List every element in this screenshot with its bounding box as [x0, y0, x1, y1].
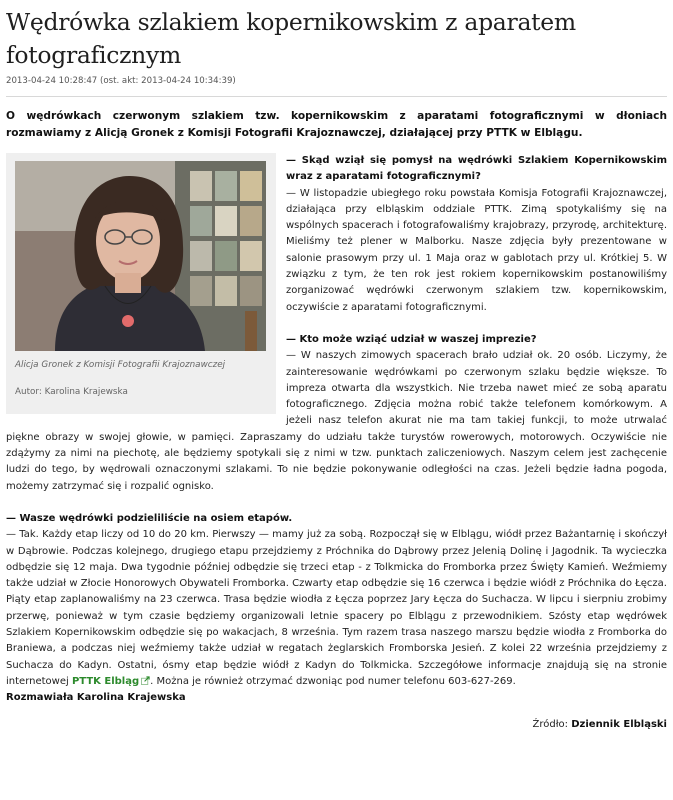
photo-caption: Alicja Gronek z Komisji Fotografii Krajoznawczej: [15, 360, 226, 370]
photo-author: Autor: Karolina Krajewska: [15, 387, 128, 397]
article-title: Wędrówka szlakiem kopernikowskim z aparatem fotograficznym: [6, 8, 576, 69]
divider: [6, 96, 667, 97]
spacer: [6, 495, 667, 511]
link-label: PTTK Elbląg: [71, 675, 140, 687]
external-link-icon: [141, 676, 150, 685]
article-photo[interactable]: [15, 161, 266, 351]
article-body: [6, 153, 667, 733]
answer-3-end: . Można je również otrzymać dzwoniąc pod numer telefonu 603-627-269.: [150, 675, 516, 687]
source-name: Dziennik Elbląski: [571, 718, 667, 730]
question-2: — Kto może wziąć udział w waszej imprezie?: [286, 333, 537, 345]
article-page: [6, 0, 667, 733]
pttk-elblag-link[interactable]: [72, 676, 150, 687]
question-3: — Wasze wędrówki podzieliliście na osiem etapów.: [6, 512, 293, 524]
signoff: Rozmawiała Karolina Krajewska: [6, 692, 186, 704]
article-dateline: 2013-04-24 10:28:47 (ost. akt: 2013-04-24 10:34:39): [6, 76, 236, 86]
answer-2: — W naszych zimowych spacerach brało udział ok. 20 osób. Liczymy, że zainteresowanie wędrówkami po czerwonym szlaku będzie większe. To impreza otwarta dla wszystkich. Nie trzeba nawet mieć ze sobą aparatu fotograficznego. Zdjęcia można robić także telefonem komórkowym. A jeżeli nasz telefon akurat nie ma tam takiej funkcji, to może utrwalać piękne obrazy w swojej głowie, w pamięci. Zapraszamy do udziału także turystów rowerowych, motorowych. Oczywiście nie zdążymy za nimi na piechotę, ale będziemy spotykali się z nimi w tzw. punktach zaliczeniowych. Naszym celem jest zachęcenie ludzi do tego, by wędrowali oznaczonymi szlakami. To nie będzie pokonywanie odległości na czas. Jeżeli będzie ładna pogoda, możemy zatrzymać się i rozpalić ognisko.: [6, 350, 667, 492]
photo-box: [6, 153, 276, 414]
answer-3: [6, 527, 667, 690]
answer-3-text: — Tak. Każdy etap liczy od 10 do 20 km. Pierwszy — mamy już za sobą. Rozpoczął się w Elblągu, wiódł przez Bażantarnię i skończył w Dąbrowie. Podczas kolejnego, drugiego etapu przejdziemy z Próchnika do Dąbrowy przez Jelenią Dolinę i Jagodnik. Ta wycieczka odbędzie się 12 maja. Dwa tygodnie później odbędzie się trzeci etap - z Tolkmicka do Fromborka przez Święty Kamień. Weźmiemy także udział w Złocie Honorowych Obywateli Fromborka. Czwarty etap odbędzie się 16 czerwca i będzie wiódł z Próchnika do Łęcza. Piąty etap zaplanowaliśmy na 23 czerwca. Trasa będzie wiodła z Łęcza poprzez Jary Łęcza do Suchacza. W lipcu i sierpniu zrobimy przerwę, ponieważ w tym czasie będziemy organizowali letnie spacery po Elblągu z przewodnikiem. Szósty etap wędrówek Szlakiem Kopernikowskim odbędzie się po wakacjach, 8 września. Tym razem trasa naszego marszu będzie wiodła z Fromborka do Braniewa, a podczas niej weźmiemy także udział w regatach żeglarskich Fromborska Jesień. Z kolei 22 września przejdziemy z Suchacza do Kadyn. Ostatni, ósmy etap będzie wiódł z Kadyn do Tolkmicka. Szczegółowe informacje znajdują się na stronie internetowej: [6, 529, 667, 687]
source-line: [6, 717, 667, 733]
question-1: — Skąd wziął się pomysł na wędrówki Szlakiem Kopernikowskim wraz z aparatami fotograficznymi?: [286, 155, 667, 183]
article-lead: O wędrówkach czerwonym szlakiem tzw. kopernikowskim z aparatami fotograficznymi w dłoniach rozmawiamy z Alicją Gronek z Komisji Fotografii Krajoznawczej, działającej przy PTTK w Elblągu.: [6, 110, 667, 139]
source-label: Źródło:: [532, 718, 569, 730]
answer-1: — W listopadzie ubiegłego roku powstała Komisja Fotografii Krajoznawczej, działająca przy elbląskim oddziale PTTK. Zimą spotykaliśmy się na wspólnych spacerach i fotografowaliśmy krajobrazy, przyrodę, architekturę. Mieliśmy też plener w Malborku. Nasze zdjęcia były prezentowane w salonie prasowym przy ul. 1 Maja oraz w gablotach przy ul. Krótkiej 5. W związku z tym, że ten rok jest rokiem kopernikowskim postanowiliśmy zorganizować wędrówki czerwonym szlakiem tzw. kopernikowskim, oczywiście z aparatami fotograficznymi.: [286, 187, 667, 313]
